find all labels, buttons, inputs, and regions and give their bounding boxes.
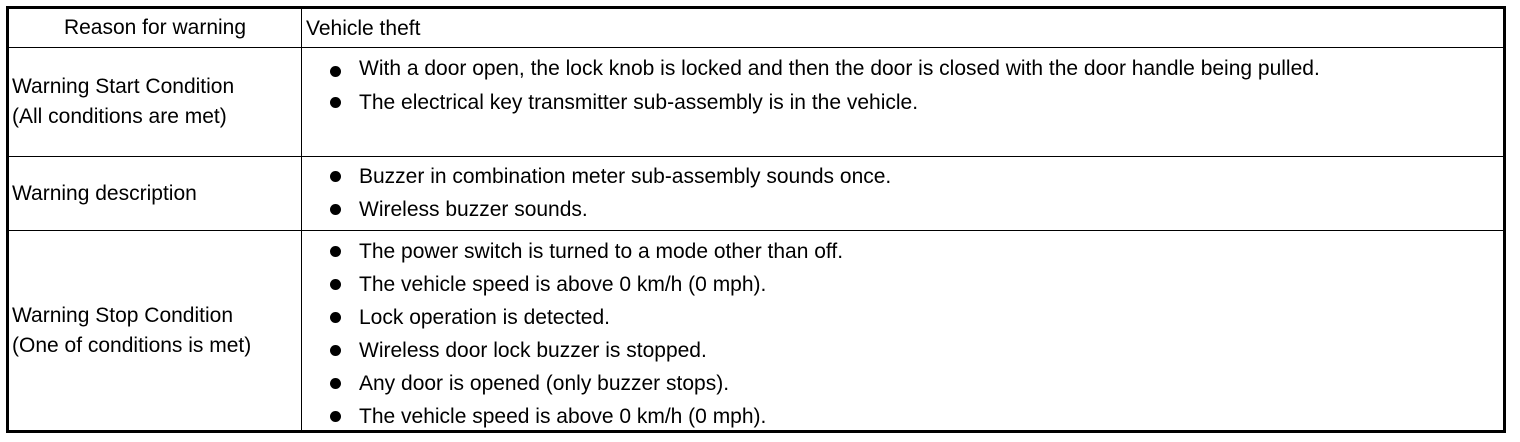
table-row-warning-description <box>9 156 1503 230</box>
bullet-icon <box>330 378 341 389</box>
bullet-text: Wireless buzzer sounds. <box>359 198 588 221</box>
row-label-cell <box>9 231 302 430</box>
bullet-item <box>303 235 1503 268</box>
bullet-icon <box>330 246 341 257</box>
row-label-line: Warning Stop Condition <box>12 303 234 327</box>
bullet-icon <box>330 411 341 422</box>
bullet-icon <box>330 171 341 182</box>
bullet-text: The power switch is turned to a mode other than off. <box>359 240 844 263</box>
bullet-item <box>303 334 1503 367</box>
bullet-item <box>303 268 1503 301</box>
bullet-text: Any door is opened (only buzzer stops). <box>359 372 730 395</box>
header-value-label: Vehicle theft <box>306 16 421 40</box>
bullet-icon <box>330 204 341 215</box>
row-label-cell <box>9 48 302 156</box>
bullet-item <box>303 86 1503 119</box>
bullet-text: Buzzer in combination meter sub-assembly sounds once. <box>359 165 892 188</box>
warning-table <box>6 6 1506 433</box>
bullet-text: Lock operation is detected. <box>359 306 610 329</box>
row-label-cell <box>9 157 302 230</box>
header-reason-cell <box>9 9 302 47</box>
bullet-list <box>303 157 1503 226</box>
bullet-item <box>303 301 1503 334</box>
bullet-text: Wireless door lock buzzer is stopped. <box>359 339 707 362</box>
table-header-row <box>9 9 1503 47</box>
bullet-text: The vehicle speed is above 0 km/h (0 mph). <box>359 405 767 428</box>
header-reason-label: Reason for warning <box>63 16 247 39</box>
bullet-text: The vehicle speed is above 0 km/h (0 mph). <box>359 273 767 296</box>
row-label-line: (All conditions are met) <box>12 105 227 128</box>
bullet-icon <box>330 97 341 108</box>
bullet-icon <box>330 312 341 323</box>
bullet-item <box>303 193 1503 226</box>
row-label-line: (One of conditions is met) <box>12 333 252 357</box>
table-row-start-condition <box>9 47 1503 156</box>
bullet-item <box>303 160 1503 193</box>
row-items-cell <box>303 231 1503 430</box>
row-label-line: Warning description <box>12 181 197 205</box>
bullet-list <box>303 48 1503 119</box>
table-row-stop-condition <box>9 230 1503 430</box>
bullet-icon <box>330 66 341 77</box>
header-value-cell <box>303 9 1503 47</box>
bullet-item <box>303 367 1503 400</box>
bullet-text: The electrical key transmitter sub-assembly is in the vehicle. <box>359 91 919 114</box>
bullet-icon <box>330 345 341 356</box>
bullet-item <box>303 52 1503 86</box>
bullet-icon <box>330 279 341 290</box>
bullet-item <box>303 400 1503 433</box>
row-label-line: Warning Start Condition <box>12 75 235 98</box>
row-items-cell <box>303 157 1503 230</box>
row-items-cell <box>303 48 1503 156</box>
bullet-text: With a door open, the lock knob is locked and then the door is closed with the door handle being pulled. <box>359 57 1320 80</box>
bullet-list <box>303 231 1503 433</box>
